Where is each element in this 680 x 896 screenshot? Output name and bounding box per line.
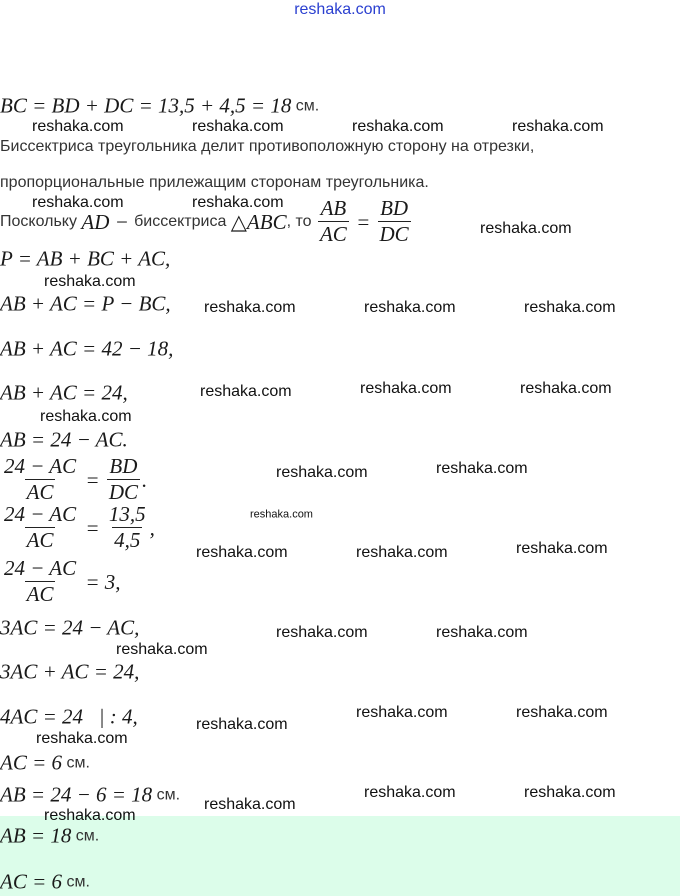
solution-line (0, 659, 140, 684)
numerator (107, 504, 148, 527)
fraction (107, 456, 140, 504)
watermark: reshaka.com (276, 624, 368, 641)
numerator (2, 504, 78, 527)
text: биссектриса (134, 213, 231, 230)
text: пропорциональные прилежащим сторонам треугольника. (0, 174, 429, 191)
math-expression: 24 − AC (4, 502, 77, 526)
solution-line (0, 93, 320, 118)
answer-highlight (0, 816, 680, 896)
watermark: reshaka.com (196, 716, 288, 733)
math-expression: = 3, (80, 569, 121, 594)
watermark: reshaka.com (356, 704, 448, 721)
text: , то (286, 213, 316, 230)
watermark: reshaka.com (116, 641, 208, 658)
watermark: reshaka.com (480, 220, 572, 237)
numerator (378, 198, 410, 221)
math-expression: AB = 24 − AC. (0, 427, 128, 452)
watermark: reshaka.com (364, 784, 456, 801)
math-expression: BD (109, 454, 138, 478)
math-expression: AC (26, 528, 54, 552)
solution-line (0, 504, 155, 552)
watermark: reshaka.com (32, 118, 124, 135)
solution-line (0, 175, 429, 191)
math-expression: AB = 24 − 6 = 18 (0, 782, 153, 807)
math-expression: 3AC + AC = 24, (0, 659, 140, 684)
math-expression: 24 − AC (4, 454, 77, 478)
math-expression: AC (26, 480, 54, 504)
watermark: reshaka.com (192, 194, 284, 211)
math-expression: 24 − AC (4, 556, 77, 580)
watermark: reshaka.com (436, 624, 528, 641)
math-expression: P = AB + BC + AC, (0, 246, 171, 271)
math-expression: AB (320, 196, 347, 220)
solution-line (0, 704, 138, 729)
numerator (107, 456, 139, 479)
solution-line (0, 380, 128, 405)
site-header-link[interactable]: reshaka.com (294, 1, 386, 18)
math-expression: AC (319, 222, 347, 246)
solution-line (0, 558, 121, 606)
text: Биссектриса треугольника делит противоположную сторону на отрезки, (0, 138, 535, 155)
fraction (2, 558, 78, 606)
denominator (25, 581, 56, 606)
watermark: reshaka.com (512, 118, 604, 135)
solution-line (0, 823, 100, 848)
denominator (112, 527, 142, 552)
denominator (378, 221, 411, 246)
watermark: reshaka.com (44, 807, 136, 824)
math-expression: = (80, 467, 105, 492)
numerator (2, 558, 78, 581)
math-expression: AB = 18 (0, 823, 72, 848)
watermark: reshaka.com (40, 408, 132, 425)
math-expression: DC (108, 480, 138, 504)
math-expression: AC = 6 (0, 750, 63, 775)
math-expression: 13,5 (108, 502, 146, 526)
solution-line (0, 782, 181, 807)
solution-line (0, 291, 171, 316)
watermark: reshaka.com (356, 544, 448, 561)
fraction (2, 504, 78, 552)
watermark: reshaka.com (524, 299, 616, 316)
math-expression: AB + AC = 42 − 18, (0, 336, 174, 361)
watermark: reshaka.com (204, 299, 296, 316)
math-expression: BC = BD + DC = 13,5 + 4,5 = 18 (0, 93, 292, 118)
math-expression: AB + AC = P − BC, (0, 291, 171, 316)
denominator (107, 479, 140, 504)
math-expression: 3AC = 24 − AC, (0, 615, 140, 640)
solution-line (0, 869, 90, 894)
watermark: reshaka.com (250, 508, 313, 521)
text: см. (62, 754, 90, 771)
math-expression: AC = 6 (0, 869, 63, 894)
math-expression: 4AC = 24 | : 4, (0, 704, 138, 729)
watermark: reshaka.com (352, 118, 444, 135)
fraction (318, 198, 349, 246)
text: см. (291, 97, 320, 114)
watermark: reshaka.com (360, 380, 452, 397)
denominator (25, 527, 56, 552)
watermark: reshaka.com (516, 704, 608, 721)
denominator (318, 221, 349, 246)
denominator (25, 479, 56, 504)
numerator (319, 198, 349, 221)
fraction (378, 198, 411, 246)
watermark: reshaka.com (276, 464, 368, 481)
watermark: reshaka.com (364, 299, 456, 316)
math-expression: AC (26, 582, 54, 606)
fraction (2, 456, 78, 504)
watermark: reshaka.com (36, 730, 128, 747)
watermark: reshaka.com (516, 540, 608, 557)
math-expression: = (350, 209, 376, 234)
math-expression: DC (379, 222, 409, 246)
math-expression: △ABC (230, 209, 287, 234)
math-expression: . (142, 467, 148, 492)
text: Поскольку (0, 213, 82, 230)
math-expression: AB + AC = 24, (0, 380, 128, 405)
numerator (2, 456, 78, 479)
watermark: reshaka.com (524, 784, 616, 801)
solution-line (0, 246, 171, 271)
solution-line (0, 750, 90, 775)
watermark: reshaka.com (32, 194, 124, 211)
watermark: reshaka.com (192, 118, 284, 135)
text: см. (71, 827, 100, 844)
math-expression: , (149, 515, 155, 540)
math-expression: AD − (81, 209, 135, 234)
solution-line (0, 456, 147, 504)
solution-line (0, 615, 140, 640)
solution-line (0, 427, 128, 452)
fraction (107, 504, 148, 552)
solution-line (0, 336, 174, 361)
watermark: reshaka.com (520, 380, 612, 397)
watermark: reshaka.com (436, 460, 528, 477)
math-expression: = (80, 515, 105, 540)
watermark: reshaka.com (204, 796, 296, 813)
solution-line (0, 139, 534, 155)
math-expression: BD (380, 196, 409, 220)
watermark: reshaka.com (200, 383, 292, 400)
text: см. (152, 786, 181, 803)
math-expression: 4,5 (114, 528, 141, 552)
watermark: reshaka.com (44, 273, 136, 290)
watermark: reshaka.com (196, 544, 288, 561)
text: см. (62, 873, 90, 890)
